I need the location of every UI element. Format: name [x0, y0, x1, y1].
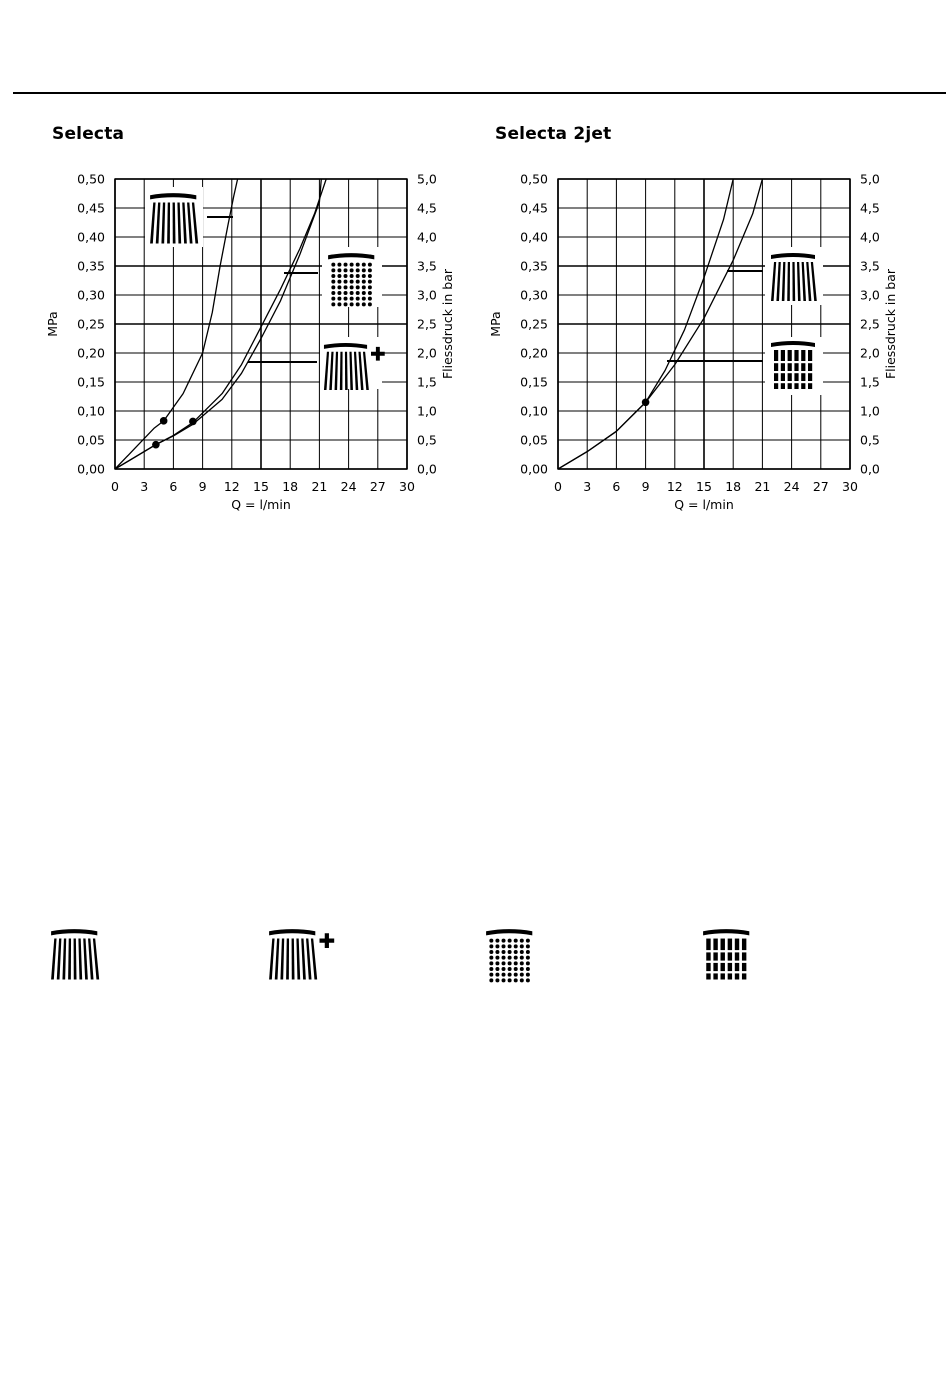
- icon-dot: [368, 297, 372, 301]
- icon-dot: [331, 268, 335, 272]
- icon-dot: [368, 302, 372, 306]
- icon-dot: [520, 967, 524, 971]
- y-tick-label: 0,00: [77, 461, 105, 477]
- x-axis-label: Q = l/min: [674, 497, 734, 512]
- icon-dot: [514, 961, 518, 965]
- y-tick-label: 0,25: [520, 316, 548, 332]
- icon-gap: [773, 371, 814, 373]
- y-tick-label: 0,35: [77, 258, 105, 274]
- y-tick-label: 0,45: [77, 200, 105, 216]
- icon-dot: [368, 274, 372, 278]
- x-tick-label: 3: [583, 479, 592, 494]
- y-tick-label: 0,20: [77, 345, 105, 361]
- chart-title-selecta-2jet: Selecta 2jet: [495, 124, 612, 144]
- y2-tick-label: 0,5: [417, 432, 437, 448]
- icon-dot: [368, 280, 372, 284]
- icon-dot: [520, 944, 524, 948]
- icon-gap: [773, 361, 814, 363]
- icon-dot: [344, 302, 348, 306]
- x-tick-label: 21: [311, 479, 328, 494]
- icon-dot: [502, 944, 506, 948]
- icon-jet: [280, 939, 284, 980]
- icon-dot: [362, 274, 366, 278]
- x-tick-label: 21: [754, 479, 771, 494]
- header-rule: [13, 92, 946, 94]
- icon-dot: [362, 291, 366, 295]
- y-tick-label: 0,05: [77, 432, 105, 448]
- icon-plus: [320, 933, 335, 948]
- y-tick-label: 0,10: [520, 403, 548, 419]
- icon-dot: [356, 280, 360, 284]
- y-tick-label: 0,50: [77, 171, 105, 187]
- icon-dot: [502, 961, 506, 965]
- icon-jet: [301, 939, 306, 980]
- icon-dot: [526, 973, 530, 977]
- icon-jet: [269, 939, 274, 980]
- icon-jet: [306, 939, 311, 980]
- icon-dot: [508, 961, 512, 965]
- icon-dot: [520, 939, 524, 943]
- icon-dot: [514, 956, 518, 960]
- icon-jet: [93, 939, 99, 980]
- icon-dot: [362, 302, 366, 306]
- icon-jet: [275, 939, 280, 980]
- x-axis-label: Q = l/min: [231, 497, 291, 512]
- y2-tick-label: 5,0: [860, 171, 880, 187]
- icon-jet: [296, 939, 300, 980]
- icon-dot: [337, 291, 341, 295]
- icon-gap: [705, 971, 748, 973]
- icon-jet: [68, 939, 71, 980]
- y2-tick-label: 4,0: [860, 229, 880, 245]
- icon-dot: [356, 268, 360, 272]
- x-tick-label: 18: [282, 479, 299, 494]
- icon-dot: [344, 268, 348, 272]
- icon-dot: [514, 967, 518, 971]
- x-tick-label: 9: [198, 479, 207, 494]
- icon-dot: [350, 280, 354, 284]
- x-tick-label: 6: [612, 479, 621, 494]
- y2-tick-label: 4,0: [417, 229, 437, 245]
- x-tick-label: 0: [554, 479, 562, 494]
- chart-selecta: [40, 165, 460, 525]
- icon-dot: [337, 280, 341, 284]
- icon-dot: [331, 280, 335, 284]
- icon-dot: [514, 978, 518, 982]
- y-tick-label: 0,00: [520, 461, 548, 477]
- icon-jet: [88, 939, 93, 980]
- icon-dot: [350, 263, 354, 267]
- y-axis-label: MPa: [488, 311, 503, 337]
- icon-dot: [350, 285, 354, 289]
- icon-jet: [286, 939, 289, 980]
- y-tick-label: 0,10: [77, 403, 105, 419]
- y2-tick-label: 3,5: [860, 258, 880, 274]
- y2-tick-label: 1,5: [860, 374, 880, 390]
- icon-dot: [350, 274, 354, 278]
- icon-jet: [62, 939, 66, 980]
- data-point: [160, 417, 168, 425]
- icon-dot: [337, 285, 341, 289]
- x-tick-label: 18: [725, 479, 742, 494]
- icon-dot: [368, 291, 372, 295]
- icon-dot: [526, 950, 530, 954]
- whirl-spray-icon: [700, 925, 752, 983]
- x-tick-label: 6: [169, 479, 178, 494]
- icon-dot: [514, 939, 518, 943]
- y2-tick-label: 3,0: [417, 287, 437, 303]
- icon-dot: [356, 274, 360, 278]
- x-tick-label: 30: [842, 479, 858, 494]
- icon-dot: [356, 302, 360, 306]
- icon-dot: [331, 291, 335, 295]
- icon-dot: [502, 939, 506, 943]
- icon-dot: [495, 944, 499, 948]
- y2-tick-label: 5,0: [417, 171, 437, 187]
- chart-title-selecta: Selecta: [52, 124, 125, 144]
- icon-dot: [344, 263, 348, 267]
- icon-dot: [368, 268, 372, 272]
- icon-dot: [356, 263, 360, 267]
- y2-tick-label: 3,0: [860, 287, 880, 303]
- icon-dot: [514, 973, 518, 977]
- y2-tick-label: 2,5: [417, 316, 437, 332]
- x-tick-label: 24: [783, 479, 800, 494]
- spray-plus-icon: [266, 925, 336, 983]
- icon-head: [269, 929, 315, 935]
- spray-plus-icon: [269, 929, 334, 979]
- icon-dot: [331, 263, 335, 267]
- icon-dot: [495, 950, 499, 954]
- icon-dot: [337, 274, 341, 278]
- y2-tick-label: 1,0: [417, 403, 437, 419]
- massage-dots-icon: [486, 929, 532, 982]
- y2-axis-label: Fliessdruck in bar: [440, 268, 455, 380]
- x-tick-label: 12: [223, 479, 240, 494]
- icon-dot: [368, 285, 372, 289]
- x-tick-label: 27: [369, 479, 386, 494]
- y2-tick-label: 2,5: [860, 316, 880, 332]
- icon-dot: [356, 285, 360, 289]
- icon-dot: [362, 297, 366, 301]
- icon-dot: [520, 956, 524, 960]
- icon-dot: [502, 978, 506, 982]
- icon-dot: [495, 973, 499, 977]
- icon-dot: [362, 263, 366, 267]
- icon-dot: [526, 978, 530, 982]
- icon-dot: [495, 961, 499, 965]
- icon-dot: [514, 950, 518, 954]
- icon-dot: [489, 961, 493, 965]
- icon-jet: [292, 939, 295, 980]
- icon-dot: [344, 297, 348, 301]
- icon-dot: [508, 978, 512, 982]
- icon-dot: [362, 268, 366, 272]
- icon-dot: [489, 939, 493, 943]
- x-tick-label: 15: [253, 479, 269, 494]
- y-axis-label: MPa: [45, 311, 60, 337]
- y2-tick-label: 0,0: [860, 461, 880, 477]
- y2-tick-label: 1,5: [417, 374, 437, 390]
- icon-dot: [514, 944, 518, 948]
- y2-tick-label: 0,5: [860, 432, 880, 448]
- icon-dot: [508, 950, 512, 954]
- y-tick-label: 0,05: [520, 432, 548, 448]
- icon-jet: [57, 939, 62, 980]
- icon-dot: [337, 302, 341, 306]
- icon-dot: [526, 939, 530, 943]
- icon-dot: [520, 961, 524, 965]
- icon-dot: [344, 280, 348, 284]
- icon-dot: [526, 961, 530, 965]
- x-tick-label: 27: [812, 479, 829, 494]
- y-tick-label: 0,30: [77, 287, 105, 303]
- icon-jet: [51, 939, 56, 980]
- icon-dot: [331, 297, 335, 301]
- icon-dot: [508, 939, 512, 943]
- icon-dot: [495, 967, 499, 971]
- icon-jet: [311, 939, 317, 980]
- icon-dot: [495, 956, 499, 960]
- icon-dot: [520, 973, 524, 977]
- icon-dot: [362, 280, 366, 284]
- y-tick-label: 0,50: [520, 171, 548, 187]
- x-tick-label: 30: [399, 479, 415, 494]
- y-tick-label: 0,20: [520, 345, 548, 361]
- y-tick-label: 0,35: [520, 258, 548, 274]
- x-tick-label: 3: [140, 479, 149, 494]
- icon-gap: [705, 950, 748, 952]
- y2-tick-label: 1,0: [860, 403, 880, 419]
- icon-dot: [368, 263, 372, 267]
- icon-jet: [78, 939, 82, 980]
- icon-dot: [520, 950, 524, 954]
- icon-dot: [362, 285, 366, 289]
- icon-dot: [350, 302, 354, 306]
- rain-spray-icon: [51, 929, 99, 979]
- icon-dot: [489, 944, 493, 948]
- y2-axis-label: Fliessdruck in bar: [883, 268, 898, 380]
- icon-dot: [508, 956, 512, 960]
- y2-tick-label: 4,5: [417, 200, 437, 216]
- icon-dot: [344, 274, 348, 278]
- icon-gap: [705, 961, 748, 963]
- icon-jet: [74, 939, 77, 980]
- icon-dot: [489, 978, 493, 982]
- icon-dot: [350, 268, 354, 272]
- icon-dot: [350, 291, 354, 295]
- x-tick-label: 12: [666, 479, 683, 494]
- icon-dot: [344, 285, 348, 289]
- icon-head: [51, 929, 97, 935]
- icon-dot: [337, 263, 341, 267]
- icon-dot: [337, 297, 341, 301]
- icon-head: [486, 929, 532, 935]
- icon-dot: [489, 956, 493, 960]
- x-tick-label: 24: [340, 479, 357, 494]
- y-tick-label: 0,40: [520, 229, 548, 245]
- y2-tick-label: 0,0: [417, 461, 437, 477]
- y-tick-label: 0,45: [520, 200, 548, 216]
- x-tick-label: 0: [111, 479, 119, 494]
- y2-tick-label: 4,5: [860, 200, 880, 216]
- icon-dot: [526, 967, 530, 971]
- icon-dot: [344, 291, 348, 295]
- icon-dot: [508, 944, 512, 948]
- rain-spray-icon: [48, 925, 100, 983]
- icon-dot: [526, 956, 530, 960]
- x-tick-label: 9: [641, 479, 650, 494]
- icon-dot: [331, 274, 335, 278]
- icon-dot: [350, 297, 354, 301]
- icon-dot: [331, 302, 335, 306]
- icon-dot: [356, 291, 360, 295]
- icon-gap: [773, 381, 814, 383]
- y2-tick-label: 2,0: [417, 345, 437, 361]
- icon-dot: [489, 973, 493, 977]
- icon-dot: [489, 950, 493, 954]
- y-tick-label: 0,25: [77, 316, 105, 332]
- icon-dot: [495, 978, 499, 982]
- icon-dot: [508, 973, 512, 977]
- icon-dot: [502, 956, 506, 960]
- icon-dot: [489, 967, 493, 971]
- y2-tick-label: 3,5: [417, 258, 437, 274]
- chart-selecta-2jet: [483, 165, 903, 525]
- icon-dot: [502, 967, 506, 971]
- icon-dot: [331, 285, 335, 289]
- icon-dot: [495, 939, 499, 943]
- icon-dot: [337, 268, 341, 272]
- icon-dot: [356, 297, 360, 301]
- icon-dot: [526, 944, 530, 948]
- y-tick-label: 0,15: [77, 374, 105, 390]
- y-tick-label: 0,15: [520, 374, 548, 390]
- icon-dot: [502, 973, 506, 977]
- massage-dots-icon: [483, 925, 535, 983]
- icon-head: [703, 929, 749, 935]
- y2-tick-label: 2,0: [860, 345, 880, 361]
- icon-dot: [502, 950, 506, 954]
- icon-jet: [83, 939, 88, 980]
- x-tick-label: 15: [696, 479, 712, 494]
- icon-dot: [508, 967, 512, 971]
- y-tick-label: 0,40: [77, 229, 105, 245]
- whirl-spray-icon: [703, 929, 749, 979]
- icon-dot: [520, 978, 524, 982]
- y-tick-label: 0,30: [520, 287, 548, 303]
